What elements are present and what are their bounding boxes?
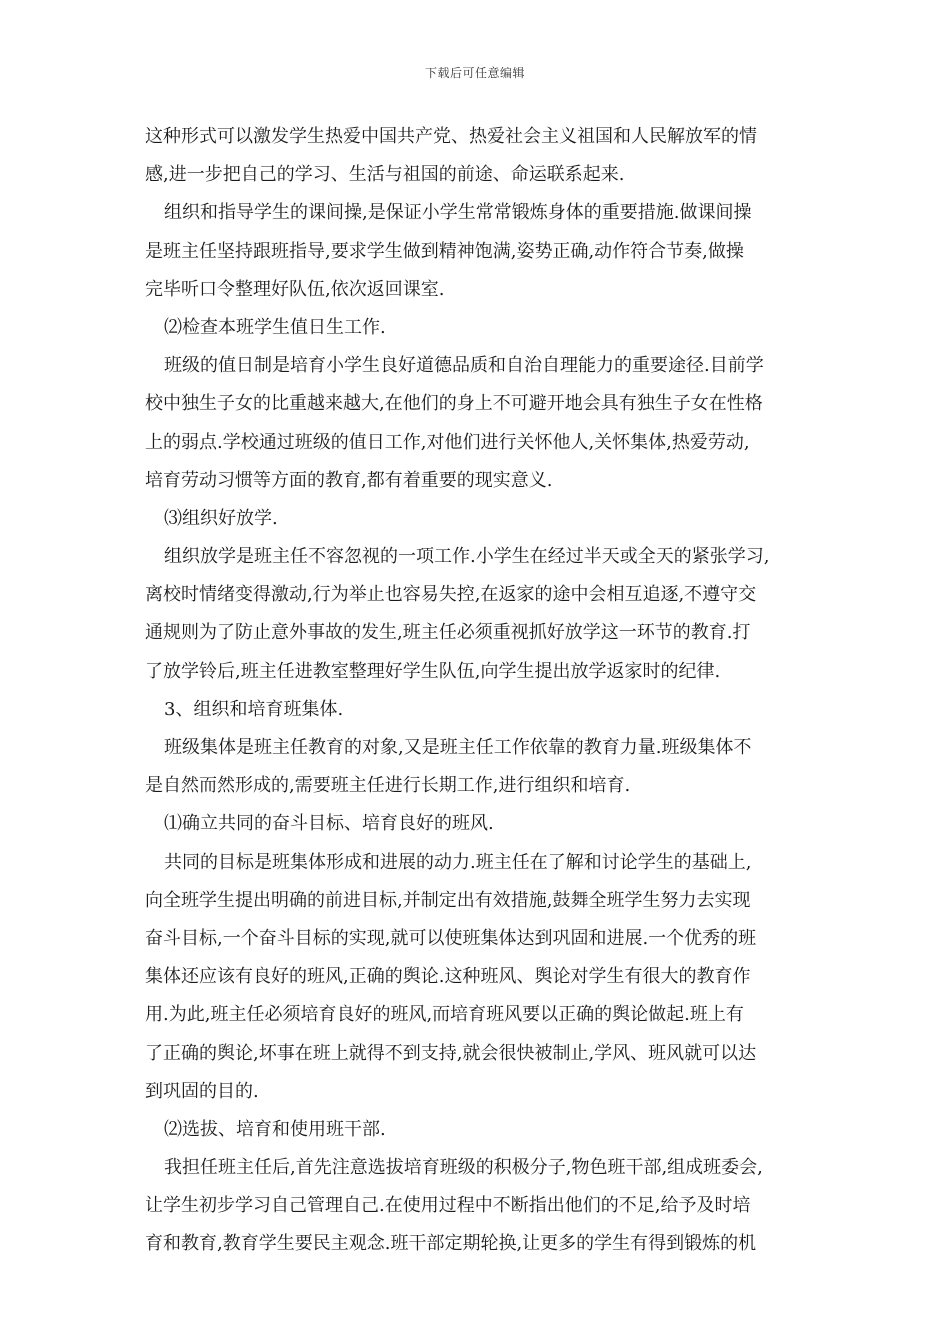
text-line: 离校时情绪变得激动,行为举止也容易失控,在返家的途中会相互追逐,不遵守交: [145, 584, 757, 606]
text-line: ⑶组织好放学.: [164, 507, 278, 529]
text-line: 我担任班主任后,首先注意选拔培育班级的积极分子,物色班干部,组成班委会,: [164, 1157, 763, 1179]
text-line: 组织放学是班主任不容忽视的一项工作.小学生在经过半天或全天的紧张学习,: [164, 546, 770, 568]
text-line: ⑵选拔、培育和使用班干部.: [164, 1118, 386, 1140]
text-line: 是自然而然形成的,需要班主任进行长期工作,进行组织和培育.: [145, 775, 631, 797]
text-line: 让学生初步学习自己管理自己.在使用过程中不断指出他们的不足,给予及时培: [145, 1195, 751, 1217]
text-line: ⑵检查本班学生值日生工作.: [164, 316, 386, 338]
text-line: 共同的目标是班集体形成和进展的动力.班主任在了解和讨论学生的基础上,: [164, 851, 752, 873]
text-line: 感,进一步把自己的学习、生活与祖国的前途、命运联系起来.: [145, 164, 625, 186]
text-line: 是班主任坚持跟班指导,要求学生做到精神饱满,姿势正确,动作符合节奏,做操: [145, 240, 744, 262]
text-line: 了放学铃后,班主任进教室整理好学生队伍,向学生提出放学返家时的纪律.: [145, 660, 721, 682]
text-line: 完毕听口令整理好队伍,依次返回课室.: [145, 278, 445, 300]
text-line: ⑴确立共同的奋斗目标、培育良好的班风.: [164, 813, 494, 835]
text-line: 组织和指导学生的课间操,是保证小学生常常锻炼身体的重要措施.做课间操: [164, 202, 752, 224]
text-line: 向全班学生提出明确的前进目标,并制定出有效措施,鼓舞全班学生努力去实现: [145, 889, 751, 911]
text-line: 这种形式可以激发学生热爱中国共产党、热爱社会主义祖国和人民解放军的情: [145, 126, 757, 147]
text-line: 3、组织和培育班集体.: [164, 698, 344, 720]
text-line: 奋斗目标,一个奋斗目标的实现,就可以使班集体达到巩固和进展.一个优秀的班: [145, 927, 757, 949]
document-body: [145, 118, 810, 1264]
text-line: 上的弱点.学校通过班级的值日工作,对他们进行关怀他人,关怀集体,热爱劳动,: [145, 431, 750, 453]
text-line: 了正确的舆论,坏事在班上就得不到支持,就会很快被制止,学风、班风就可以达: [145, 1042, 757, 1064]
text-line: 到巩固的目的.: [145, 1080, 259, 1102]
text-line: 集体还应该有良好的班风,正确的舆论.这种班风、舆论对学生有很大的教育作: [145, 966, 751, 988]
text-line: 通规则为了防止意外事故的发生,班主任必须重视抓好放学这一环节的教育.打: [145, 622, 751, 644]
page-header: 下载后可任意编辑: [424, 66, 525, 80]
text-line: 培育劳动习惯等方面的教育,都有着重要的现实意义.: [145, 469, 553, 491]
text-line: 育和教育,教育学生要民主观念.班干部定期轮换,让更多的学生有得到锻炼的机: [145, 1233, 757, 1255]
text-line: 班级的值日制是培育小学生良好道德品质和自治自理能力的重要途径.目前学: [164, 355, 764, 377]
text-line: 班级集体是班主任教育的对象,又是班主任工作依靠的教育力量.班级集体不: [164, 737, 752, 758]
text-line: 用.为此,班主任必须培育良好的班风,而培育班风要以正确的舆论做起.班上有: [145, 1004, 744, 1026]
text-line: 校中独生子女的比重越来越大,在他们的身上不可避开地会具有独生子女在性格: [145, 393, 763, 415]
